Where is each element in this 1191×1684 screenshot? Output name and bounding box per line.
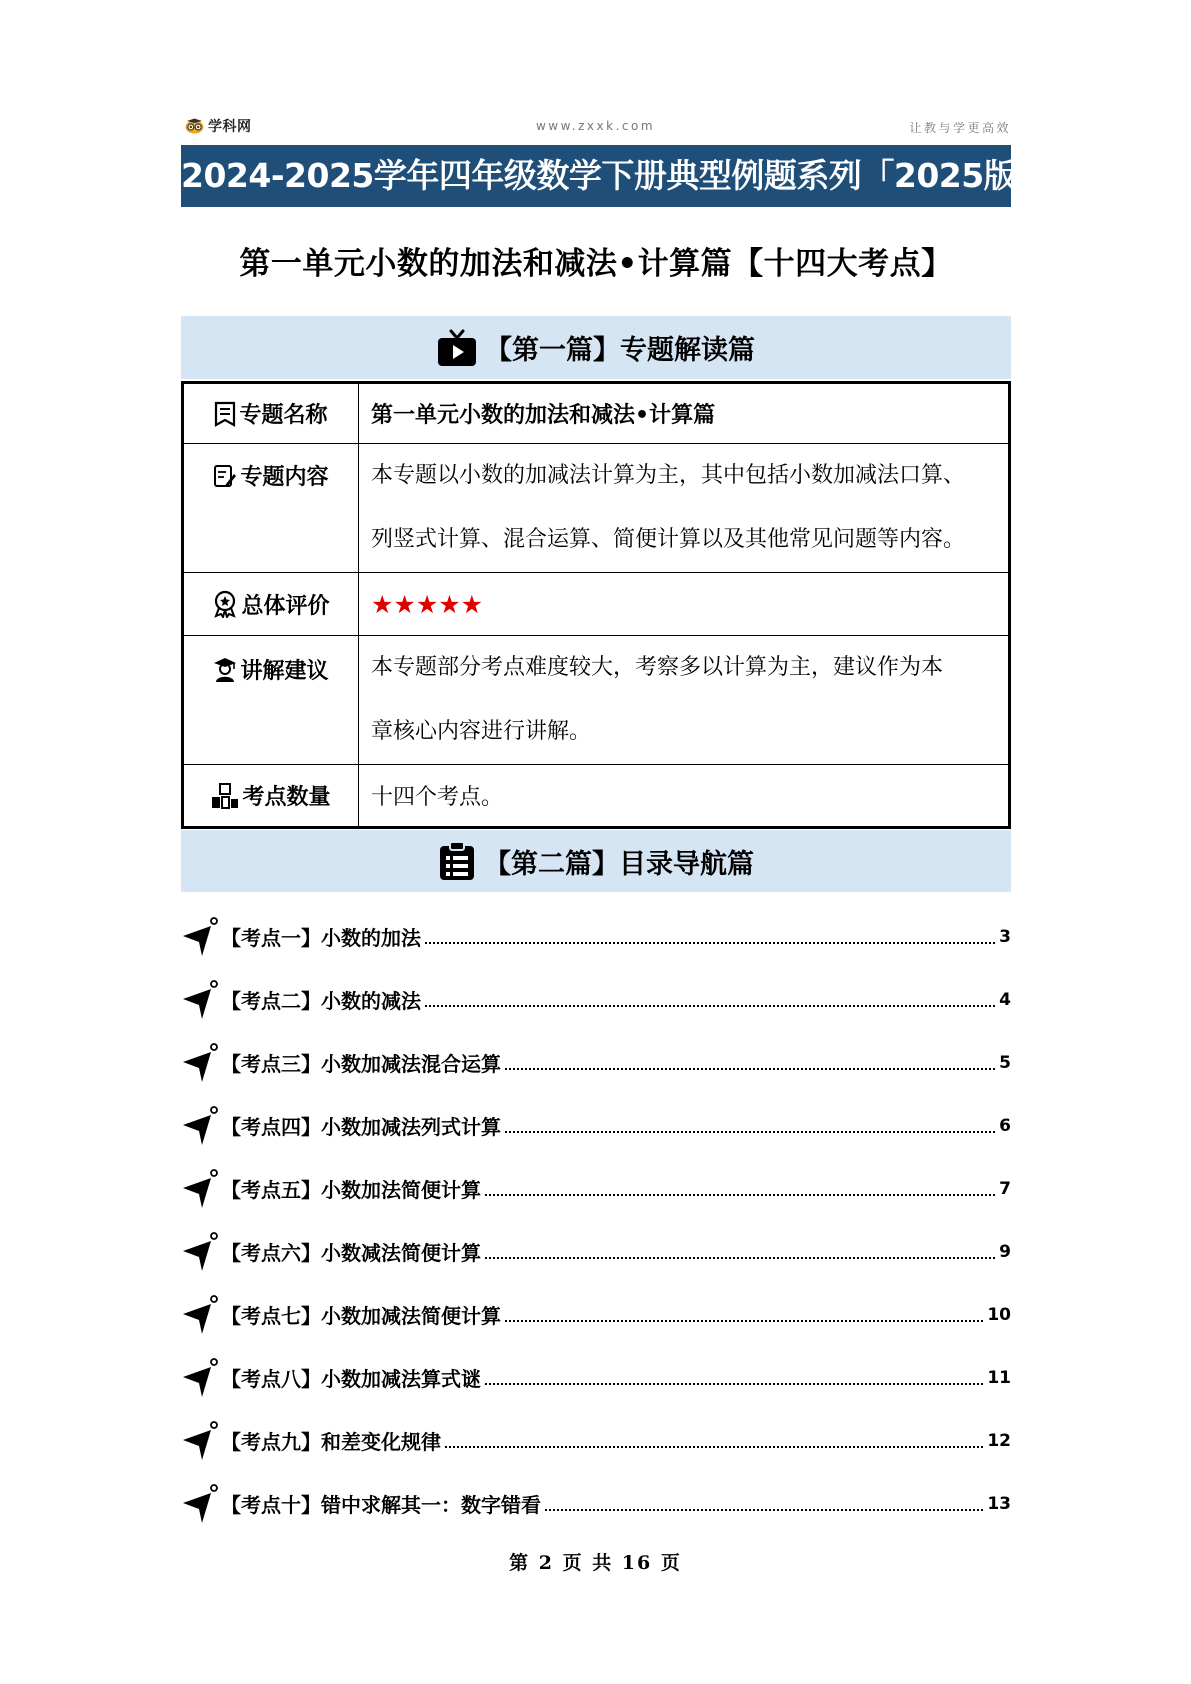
toc-leader-dots [545,1509,983,1511]
toc-entry[interactable] [181,1094,1011,1157]
toc-entry-title: 【考点八】小数加减法算式谜 [221,1367,481,1391]
toc-entry[interactable] [181,1031,1011,1094]
navigation-arrow-icon [181,917,219,957]
toc-leader-dots [485,1257,995,1259]
navigation-arrow-icon [181,1484,219,1524]
toc-entry-page: 10 [987,1304,1011,1325]
info-row-topic-content [183,444,1010,573]
info-value [359,573,1010,636]
toc-entry-title: 【考点一】小数的加法 [221,926,421,950]
toc-entry-page: 11 [987,1367,1011,1388]
toc-leader-dots [485,1194,995,1196]
info-value-line: 本专题以小数的加减法计算为主，其中包括小数加减法口算、 [371,463,966,488]
navigation-arrow-icon [181,1106,219,1146]
info-label-cell [183,383,359,444]
info-row-suggestion [183,636,1010,765]
page-subtitle: 第一单元小数的加法和减法•计算篇【十四大考点】 [239,246,953,282]
rating-stars: ★★★★★ [371,589,484,619]
toc-entry[interactable] [181,1220,1011,1283]
toc-leader-dots [445,1446,983,1448]
toc-entry-title: 【考点五】小数加法简便计算 [221,1178,481,1202]
toc-entry[interactable] [181,1409,1011,1472]
toc-entry[interactable] [181,1157,1011,1220]
toc-entry-title: 【考点七】小数加减法简便计算 [221,1304,501,1328]
navigation-arrow-icon [181,1232,219,1272]
document-icon [214,401,236,427]
toc-entry-page: 9 [999,1241,1011,1262]
toc-entry-title: 【考点九】和差变化规律 [221,1430,441,1454]
info-label: 专题名称 [239,403,328,428]
info-row-rating [183,573,1010,636]
section-title: 【第一篇】专题解读篇 [485,335,755,366]
section-title: 【第二篇】目录导航篇 [484,848,754,880]
site-url: www.zxxk.com [535,119,656,133]
clipboard-icon [438,841,476,881]
toc-entry-title: 【考点十】错中求解其一：数字错看 [221,1493,541,1517]
toc-entry-title: 【考点六】小数减法简便计算 [221,1241,481,1265]
info-value [359,444,1010,573]
toc-entry[interactable] [181,1346,1011,1409]
info-value: 第一单元小数的加法和减法•计算篇 [359,383,1010,444]
toc-entry-page: 13 [987,1493,1011,1514]
table-of-contents [181,905,1011,1535]
toc-leader-dots [485,1383,983,1385]
page-footer: 第 2 页 共 16 页 [509,1552,682,1574]
toc-entry[interactable] [181,1472,1011,1535]
toc-leader-dots [505,1068,995,1070]
toc-entry-page: 4 [999,989,1011,1010]
info-value-line: 列竖式计算、混合运算、简便计算以及其他常见问题等内容。 [371,527,966,552]
info-row-count [183,765,1010,828]
toc-leader-dots [425,942,995,944]
info-label: 总体评价 [241,593,330,619]
toc-entry-title: 【考点四】小数加减法列式计算 [221,1115,501,1139]
navigation-arrow-icon [181,1358,219,1398]
toc-entry-title: 【考点二】小数的减法 [221,989,421,1013]
info-label-cell [183,573,359,636]
edit-note-icon [213,463,237,489]
info-label-cell [183,444,359,573]
toc-leader-dots [425,1005,995,1007]
logo-text: 学科网 [208,119,252,135]
navigation-arrow-icon [181,1421,219,1461]
info-label: 考点数量 [242,785,331,810]
toc-entry[interactable] [181,905,1011,968]
toc-entry-page: 6 [999,1115,1011,1136]
info-value: 十四个考点。 [359,765,1010,828]
navigation-arrow-icon [181,1295,219,1335]
info-label: 专题内容 [240,465,329,490]
navigation-arrow-icon [181,980,219,1020]
toc-leader-dots [505,1131,995,1133]
badge-icon [212,590,238,618]
bar-chart-icon [211,783,239,809]
toc-entry-page: 5 [999,1052,1011,1073]
banner-title: 2024-2025学年四年级数学下册典型例题系列「2025版」 [181,145,1011,207]
info-value [359,636,1010,765]
toc-entry-page: 3 [999,926,1011,947]
toc-entry-page: 12 [987,1430,1011,1451]
info-label: 讲解建议 [240,659,329,684]
toc-entry[interactable] [181,1283,1011,1346]
toc-entry-title: 【考点三】小数加减法混合运算 [221,1052,501,1076]
section-header-interpretation [181,316,1011,379]
teacher-icon [213,657,237,683]
toc-entry-page: 7 [999,1178,1011,1199]
toc-entry[interactable] [181,968,1011,1031]
section-header-toc [181,830,1011,892]
info-value-line: 本专题部分考点难度较大，考察多以计算为主，建议作为本 [371,655,944,680]
toc-leader-dots [505,1320,983,1322]
info-row-topic-name [183,383,1010,444]
info-value-line: 章核心内容进行讲解。 [371,719,592,744]
tv-icon [437,329,477,367]
topic-info-table [181,381,1011,829]
navigation-arrow-icon [181,1043,219,1083]
info-label-cell [183,765,359,828]
navigation-arrow-icon [181,1169,219,1209]
info-label-cell [183,636,359,765]
site-slogan: 让教与学更高效 [909,121,1011,135]
